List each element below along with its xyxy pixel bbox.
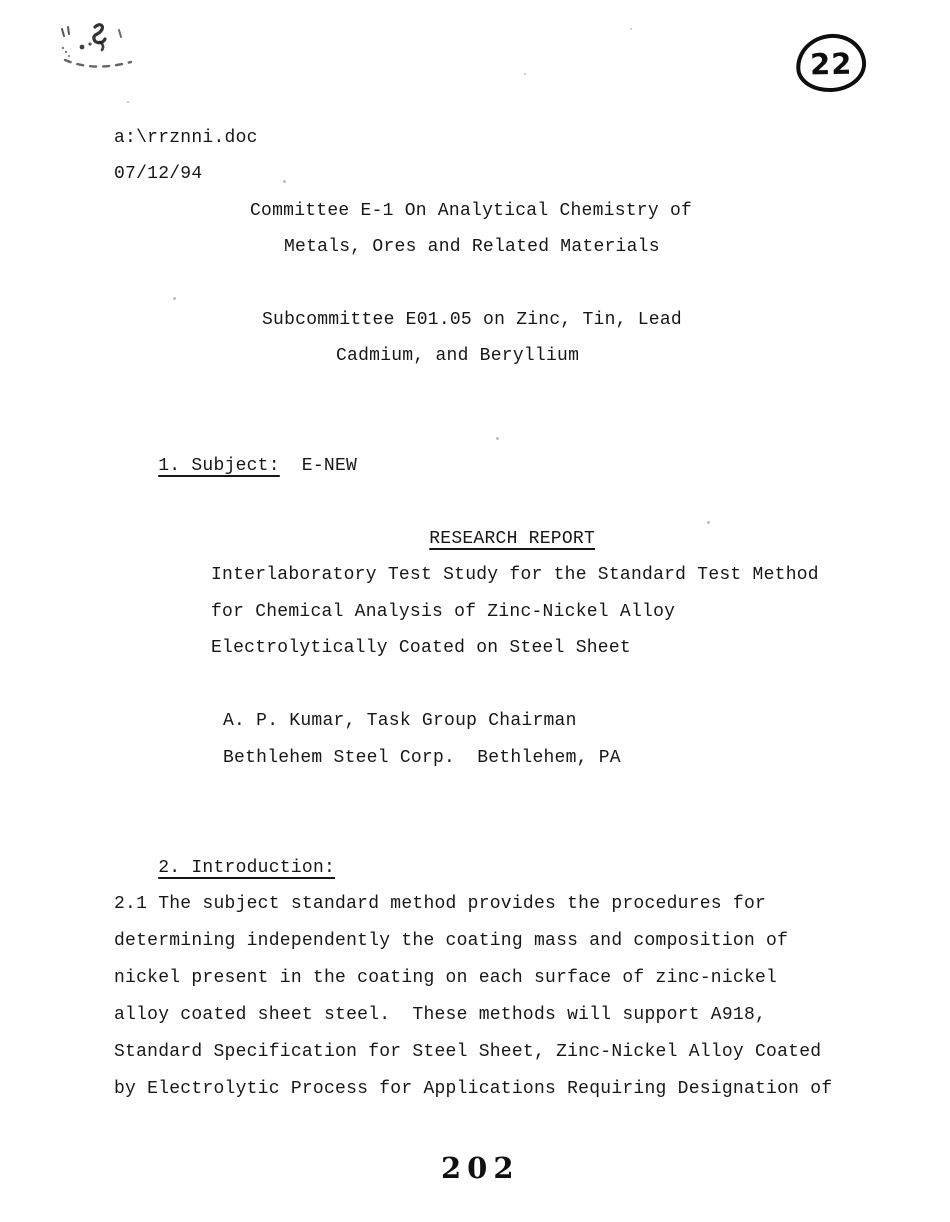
scan-speck	[707, 521, 710, 524]
scan-speck	[630, 28, 632, 30]
subject-line	[114, 411, 358, 476]
committee-line-1: Committee E-1 On Analytical Chemistry of	[250, 201, 693, 221]
scan-speck	[524, 73, 526, 75]
scan-speck	[283, 180, 286, 183]
committee-line-2: Metals, Ores and Related Materials	[284, 237, 660, 257]
scan-speck	[127, 101, 129, 103]
handwritten-scribble-mark	[55, 14, 175, 82]
circled-number-annotation	[794, 32, 868, 95]
introduction-heading	[114, 813, 336, 878]
file-path-text: a:\rrznni.doc	[114, 128, 258, 148]
subject-label: 1. Subject:	[158, 456, 280, 476]
paragraph-line: 2.1 The subject standard method provides the procedures for	[114, 894, 767, 914]
report-heading	[385, 484, 595, 549]
scan-speck	[496, 437, 499, 440]
report-title-line-1: Interlaboratory Test Study for the Standard Test Method	[211, 565, 819, 585]
paragraph-line: Standard Specification for Steel Sheet, Zinc-Nickel Alloy Coated	[114, 1042, 822, 1062]
circled-number-text: 22	[809, 46, 853, 82]
paragraph-line: determining independently the coating mass and composition of	[114, 931, 789, 951]
report-heading-text: RESEARCH REPORT	[429, 529, 595, 549]
report-title-line-2: for Chemical Analysis of Zinc-Nickel Alloy	[211, 602, 676, 622]
date-text: 07/12/94	[114, 164, 203, 184]
subject-value: E-NEW	[301, 456, 358, 476]
scan-speck	[173, 297, 176, 300]
subcommittee-line-2: Cadmium, and Beryllium	[336, 346, 580, 366]
author-affiliation-line: Bethlehem Steel Corp. Bethlehem, PA	[223, 748, 621, 768]
paragraph-line: alloy coated sheet steel. These methods will support A918,	[114, 1005, 767, 1025]
page-number: 202	[441, 1151, 520, 1185]
subcommittee-line-1: Subcommittee E01.05 on Zinc, Tin, Lead	[262, 310, 682, 330]
introduction-heading-text: 2. Introduction:	[158, 858, 336, 878]
paragraph-line: by Electrolytic Process for Applications Requiring Designation of	[114, 1079, 833, 1099]
author-line: A. P. Kumar, Task Group Chairman	[223, 711, 577, 731]
report-title-line-3: Electrolytically Coated on Steel Sheet	[211, 638, 631, 658]
paragraph-line: nickel present in the coating on each surface of zinc-nickel	[114, 968, 778, 988]
